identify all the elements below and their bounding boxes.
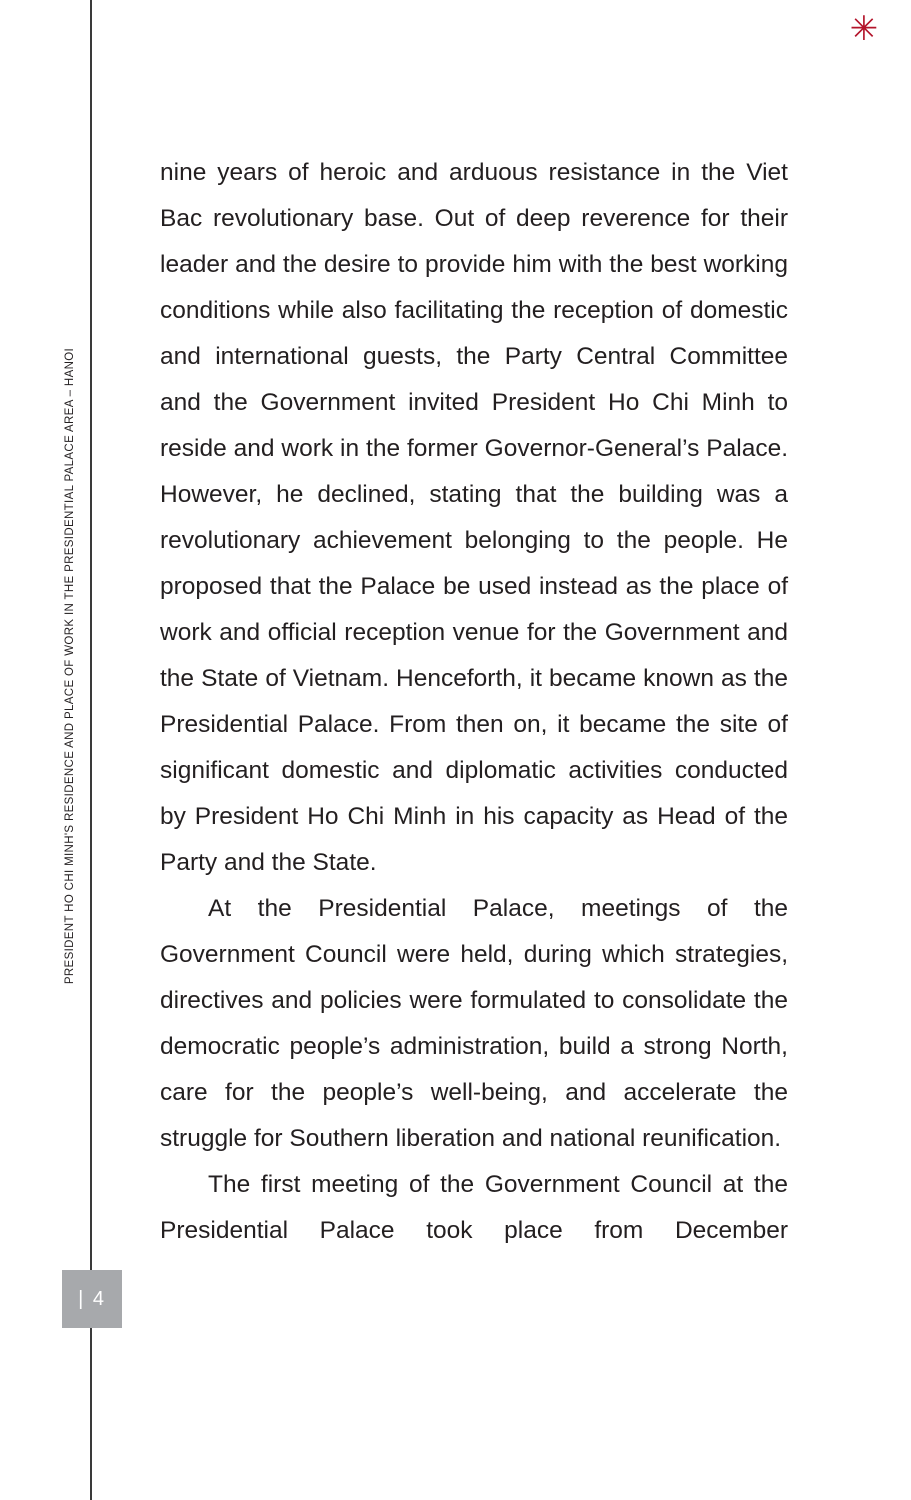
page-number: | 4	[62, 1270, 122, 1328]
paragraph: nine years of heroic and arduous resistance in the Viet Bac revolutionary base. Out of deep reverence for their leader and the desire to provide him with the best working conditions while also facilitating the reception of domestic and international guests, the Party Central Committee and the Government invited President Ho Chi Minh to reside and work in the former Governor-General’s Palace. However, he declined, stating that the building was a revolutionary achievement belonging to the people. He proposed that the Palace be used instead as the place of work and official reception venue for the Government and the State of Vietnam. Henceforth, it became known as the Presidential Palace. From then on, it became the site of significant domestic and diplomatic activities conducted by President Ho Chi Minh in his capacity as Head of the Party and the State.	[160, 159, 788, 876]
body-text-column	[160, 150, 788, 1300]
paragraph: The first meeting of the Government Council at the Presidential Palace took place from December	[160, 1171, 788, 1244]
asterisk-ornament-icon: ✳	[849, 9, 879, 49]
running-head: PRESIDENT HO CHI MINH'S RESIDENCE AND PLACE OF WORK IN THE PRESIDENTIAL PALACE AREA – HANOI	[64, 347, 76, 985]
paragraph: At the Presidential Palace, meetings of the Government Council were held, during which strategies, directives and policies were formulated to consolidate the democratic people’s administration, build a strong North, care for the people’s well-being, and accelerate the struggle for Southern liberation and national reunification.	[160, 895, 788, 1152]
